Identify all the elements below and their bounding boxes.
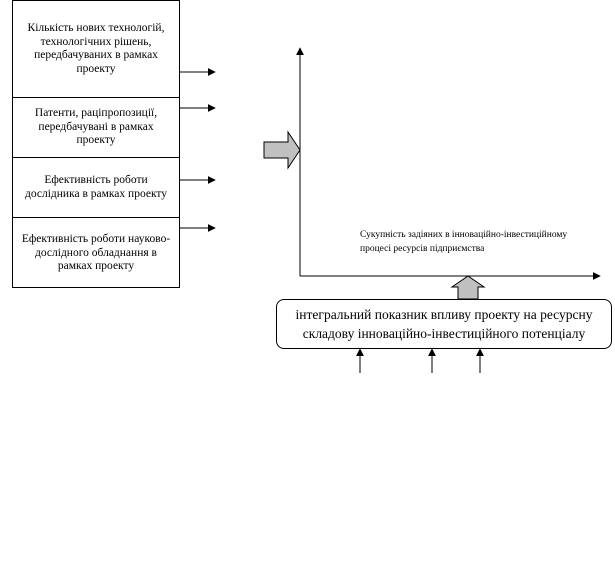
integral-indicator-box	[276, 299, 612, 349]
block-arrow-up	[452, 276, 484, 299]
integral-indicator-label: інтегральний показник впливу проекту на ресурсну складову інноваційно-інвестиційного потенціалу	[295, 307, 593, 341]
factor-label: Ефективність роботи дослідника в рамках проекту	[24, 174, 167, 200]
factor-label: Патенти, раціпропозиції, передбачувані в рамках проекту	[34, 107, 158, 147]
block-arrow-right	[264, 132, 300, 168]
factor-label: Кількість нових технологій, технологічних рішень, передбачуваних в рамках проекту	[27, 22, 165, 75]
factor-label: Ефективність роботи науково-дослідного обладнання в рамках проекту	[21, 233, 171, 273]
resources-caption: Сукупність задіяних в інноваційно-інвестиційному процесі ресурсів підприємства	[360, 230, 568, 254]
